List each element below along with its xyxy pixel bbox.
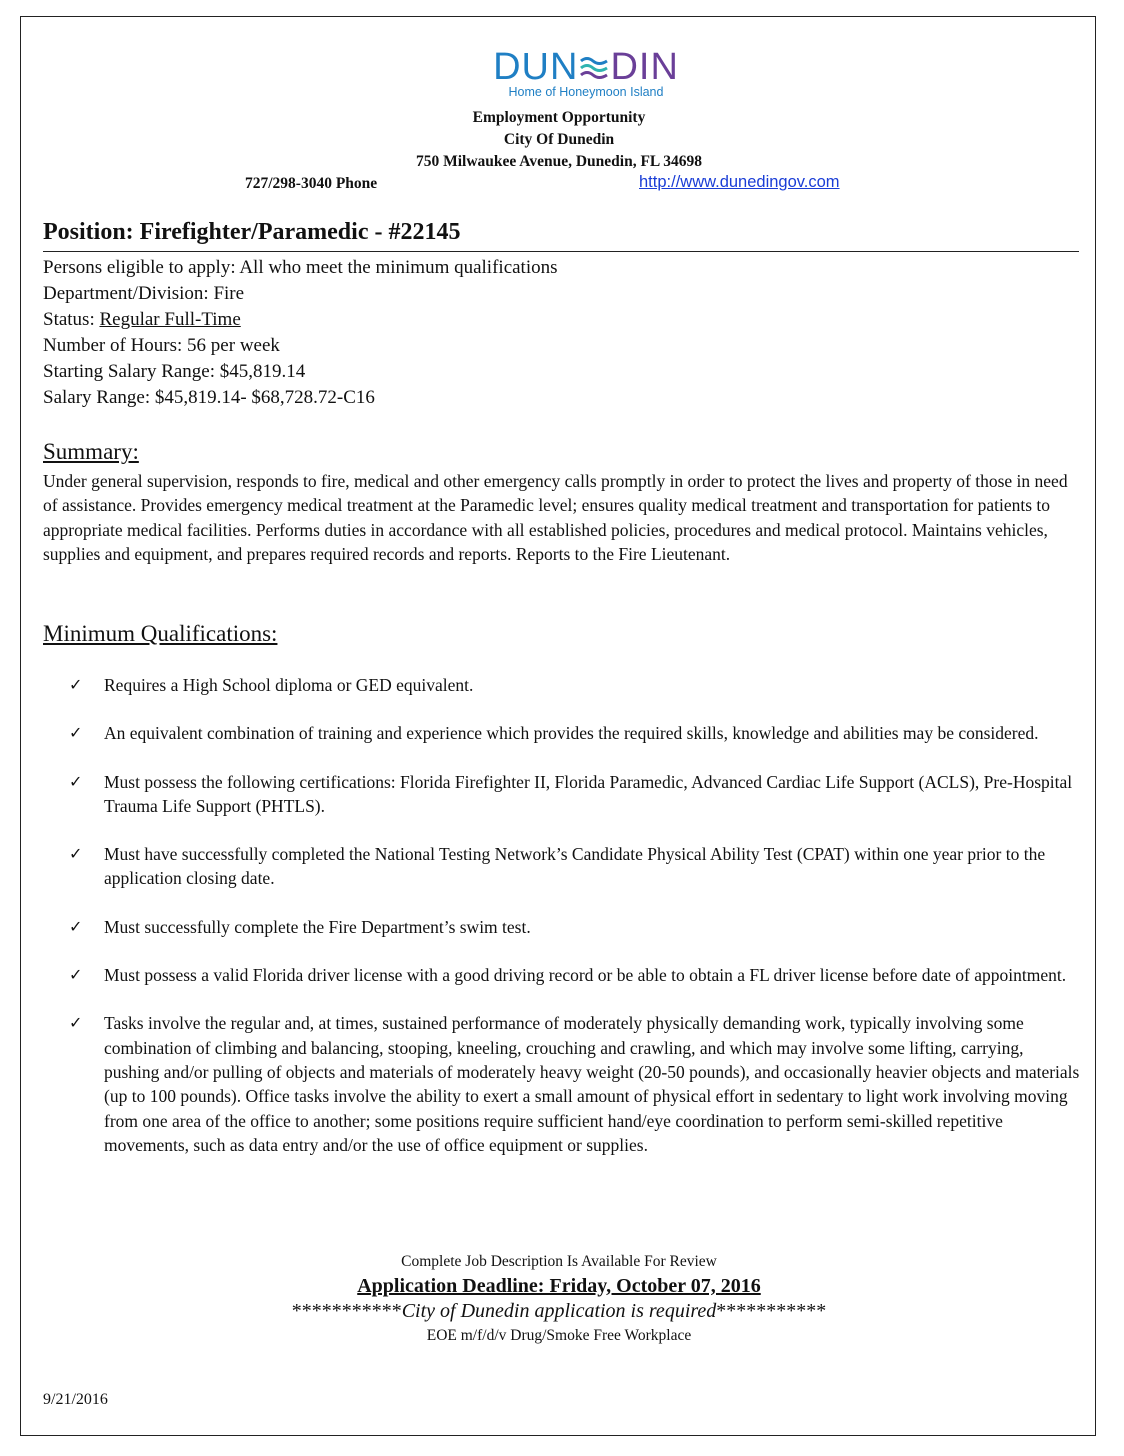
- website-link[interactable]: http://www.dunedingov.com: [639, 173, 840, 191]
- qualification-item: [69, 721, 1081, 745]
- qualification-text: Tasks involve the regular and, at times, sustained performance of moderately physically demanding work, typically involving some combination of climbing and balancing, stooping, kneeling, crouching and crawling, and which may involve some lifting, carrying, pushing and/or pulling of objects and materials of moderately heavy weight (20-50 pounds), and occasionally heavier objects and materials (up to 100 pounds). Office tasks involve the ability to exert a small amount of physical effort in sedentary to light work involving moving from one area of the office to another; some positions require sufficient hand/eye coordination to perform semi-skilled repetitive movements, such as data entry and/or the use of office equipment or supplies.: [104, 1013, 1080, 1155]
- logo-text-right: DIN: [610, 46, 679, 88]
- qualification-item: [69, 770, 1081, 819]
- checkmark-icon: ✓: [69, 1013, 83, 1033]
- header-phone: 727/298-3040 Phone: [245, 175, 378, 192]
- summary-heading: Summary:: [43, 439, 139, 464]
- checkmark-icon: ✓: [69, 675, 83, 694]
- qualification-text: Must have successfully completed the National Testing Network’s Candidate Physical Ability Test (CPAT) within one year prior to the application closing date.: [104, 844, 1046, 889]
- position-title: Position: Firefighter/Paramedic - #22145: [43, 219, 461, 245]
- title-divider: [43, 251, 1079, 252]
- checkmark-icon: ✓: [69, 916, 83, 936]
- qualification-text: Must successfully complete the Fire Department’s swim test.: [104, 916, 531, 937]
- status-line: [43, 307, 558, 333]
- qualification-item: [69, 915, 1081, 939]
- checkmark-icon: ✓: [69, 771, 83, 791]
- summary-text: Under general supervision, responds to fire, medical and other emergency calls promptly in order to protect the lives and property of those in need of assistance. Provides emergency medical treatment at the Paramedic level; ensures quality medical treatment and transportation for patients to appropriate medical facilities. Performs duties in accordance with all established policies, procedures and medical protocol. Maintains vehicles, supplies and equipment, and prepares required records and reports. Reports to the Fire Lieutenant.: [43, 471, 1068, 564]
- qualification-text: An equivalent combination of training and experience which provides the required skills, knowledge and abilities may be considered.: [104, 723, 1039, 744]
- application-required-line: [21, 1300, 1097, 1323]
- department-line: Department/Division: Fire: [43, 283, 245, 304]
- checkmark-icon: ✓: [69, 965, 83, 985]
- status-label: Status:: [43, 309, 100, 330]
- eoe-statement: EOE m/f/d/v Drug/Smoke Free Workplace: [426, 1327, 692, 1344]
- header-address: 750 Milwaukee Avenue, Dunedin, FL 34698: [415, 153, 703, 170]
- salary-range-line: Salary Range: $45,819.14- $68,728.72-C16: [43, 387, 375, 408]
- qualification-item: [69, 963, 1081, 987]
- document-date: 9/21/2016: [43, 1391, 108, 1408]
- stars-left: ***********: [291, 1300, 402, 1322]
- qualification-item: [69, 673, 1081, 697]
- qualification-text: Requires a High School diploma or GED equivalent.: [104, 675, 474, 695]
- qualifications-list: [69, 673, 1081, 1181]
- qualification-text: Must possess a valid Florida driver license with a good driving record or be able to obtain a FL driver license before date of appointment.: [104, 965, 1067, 986]
- logo-text-left: DUN: [493, 46, 579, 88]
- stars-right: ***********: [716, 1300, 827, 1322]
- starting-salary-line: Starting Salary Range: $45,819.14: [43, 361, 306, 382]
- document-page: [20, 16, 1096, 1436]
- logo-tagline: Home of Honeymoon Island: [508, 85, 664, 99]
- position-facts: [43, 255, 558, 411]
- header-employment-opportunity: Employment Opportunity: [472, 109, 646, 126]
- checkmark-icon: ✓: [69, 723, 83, 743]
- deadline-text: Application Deadline: Friday, October 07, 2016: [357, 1275, 761, 1297]
- hours-line: Number of Hours: 56 per week: [43, 335, 280, 356]
- qualification-item: [69, 842, 1081, 891]
- qualification-item: [69, 1011, 1081, 1157]
- checkmark-icon: ✓: [69, 844, 83, 864]
- header-city: City Of Dunedin: [503, 131, 615, 148]
- qualifications-heading: Minimum Qualifications:: [43, 621, 278, 646]
- job-description-note: Complete Job Description Is Available For Review: [401, 1253, 717, 1270]
- waves-icon: [579, 55, 609, 81]
- qualification-text: Must possess the following certifications: Florida Firefighter II, Florida Paramedic, Advanced Cardiac Life Support (ACLS), Pre-Hospital Trauma Life Support (PHTLS).: [104, 771, 1073, 816]
- logo-wordmark: [481, 47, 691, 87]
- dunedin-logo: [481, 47, 691, 99]
- eligibility-line: Persons eligible to apply: All who meet the minimum qualifications: [43, 257, 558, 278]
- status-value: Regular Full-Time: [99, 309, 241, 330]
- application-deadline: [21, 1275, 1097, 1298]
- application-required-text: City of Dunedin application is required: [401, 1300, 717, 1322]
